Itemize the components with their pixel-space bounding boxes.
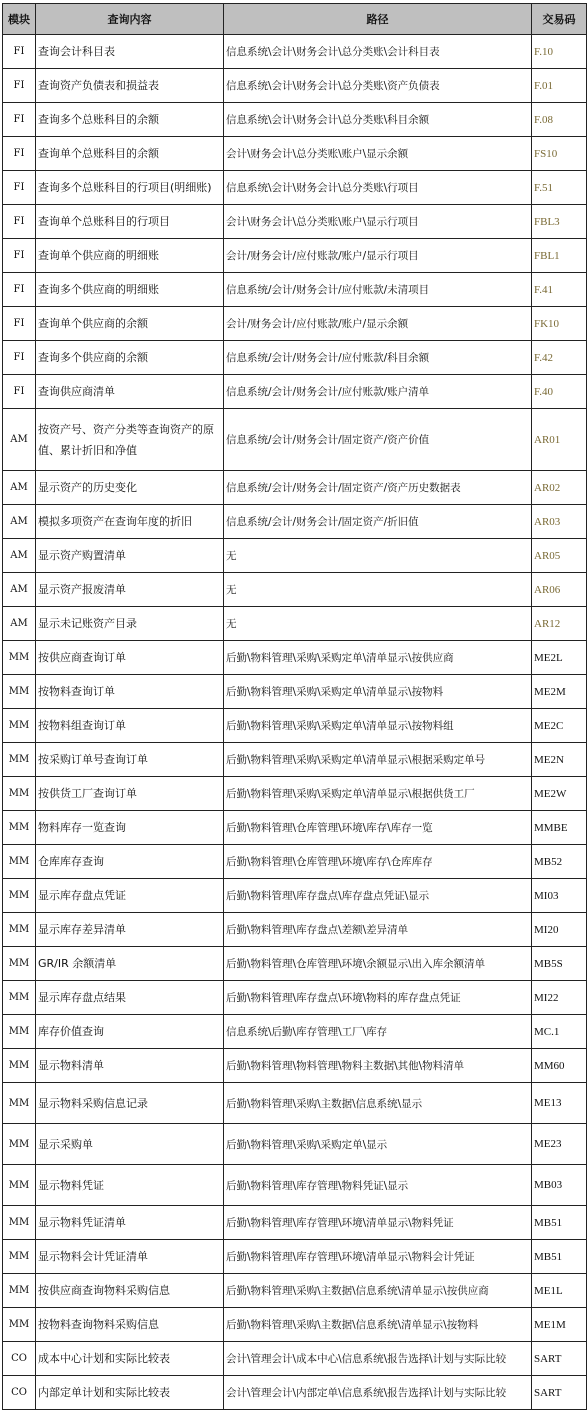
query-content-cell: 显示物料采购信息记录 (36, 1083, 224, 1124)
path-cell: 会计\财务会计\总分类账\账户\显示行项目 (224, 205, 532, 239)
transaction-code-cell: SART (532, 1376, 587, 1410)
module-cell: AM (3, 607, 36, 641)
path-cell: 会计\财务会计\总分类账\账户\显示余额 (224, 137, 532, 171)
module-cell: MM (3, 981, 36, 1015)
path-cell: 无 (224, 539, 532, 573)
transaction-code-cell: MB51 (532, 1206, 587, 1240)
query-content-cell: 显示库存差异清单 (36, 913, 224, 947)
module-cell: FI (3, 137, 36, 171)
query-content-cell: 按物料查询物料采购信息 (36, 1308, 224, 1342)
transaction-code-cell: ME23 (532, 1124, 587, 1165)
path-cell: 信息系统\会计\财务会计\总分类账\行项目 (224, 171, 532, 205)
query-content-cell: 查询多个总账科目的行项目(明细账) (36, 171, 224, 205)
transaction-code-cell: FK10 (532, 307, 587, 341)
transaction-code-cell: AR02 (532, 471, 587, 505)
table-row (3, 641, 587, 675)
transaction-code-cell: MMBE (532, 811, 587, 845)
module-cell: MM (3, 1206, 36, 1240)
query-content-cell: 显示物料会计凭证清单 (36, 1240, 224, 1274)
table-row (3, 1083, 587, 1124)
module-cell: AM (3, 505, 36, 539)
query-content-cell: 查询供应商清单 (36, 375, 224, 409)
table-row (3, 607, 587, 641)
module-cell: MM (3, 641, 36, 675)
table-row (3, 505, 587, 539)
table-row (3, 845, 587, 879)
module-cell: FI (3, 307, 36, 341)
transaction-code-cell: MI22 (532, 981, 587, 1015)
query-content-cell: 查询多个供应商的余额 (36, 341, 224, 375)
table-row (3, 947, 587, 981)
module-cell: AM (3, 539, 36, 573)
module-cell: MM (3, 1049, 36, 1083)
path-cell: 后勤\物料管理\采购\采购定单\清单显示\根据供货工厂 (224, 777, 532, 811)
module-cell: CO (3, 1376, 36, 1410)
table-row (3, 171, 587, 205)
module-cell: MM (3, 913, 36, 947)
query-content-cell: 按资产号、资产分类等查询资产的原值、累计折旧和净值 (36, 409, 224, 471)
module-cell: FI (3, 341, 36, 375)
table-row (3, 913, 587, 947)
table-row (3, 1308, 587, 1342)
query-content-cell: 查询单个总账科目的行项目 (36, 205, 224, 239)
query-content-cell: 仓库库存查询 (36, 845, 224, 879)
table-row (3, 1342, 587, 1376)
query-content-cell: 查询会计科目表 (36, 35, 224, 69)
path-cell: 信息系统\会计\财务会计\总分类账\科目余额 (224, 103, 532, 137)
transaction-code-table (2, 3, 587, 1410)
transaction-code-cell: ME2L (532, 641, 587, 675)
transaction-code-cell: FBL3 (532, 205, 587, 239)
module-cell: MM (3, 709, 36, 743)
path-cell: 后勤\物料管理\采购\采购定单\清单显示\按供应商 (224, 641, 532, 675)
transaction-code-cell: MC.1 (532, 1015, 587, 1049)
module-cell: MM (3, 1083, 36, 1124)
query-content-cell: 按物料组查询订单 (36, 709, 224, 743)
query-content-cell: 显示库存盘点结果 (36, 981, 224, 1015)
transaction-code-cell: AR05 (532, 539, 587, 573)
transaction-code-cell: AR12 (532, 607, 587, 641)
transaction-code-cell: ME1M (532, 1308, 587, 1342)
query-content-cell: 库存价值查询 (36, 1015, 224, 1049)
query-content-cell: 显示资产的历史变化 (36, 471, 224, 505)
table-row (3, 273, 587, 307)
module-cell: MM (3, 777, 36, 811)
table-row (3, 205, 587, 239)
transaction-code-cell: AR03 (532, 505, 587, 539)
module-cell: FI (3, 171, 36, 205)
transaction-code-cell: MB52 (532, 845, 587, 879)
query-content-cell: 按供应商查询物料采购信息 (36, 1274, 224, 1308)
table-row (3, 743, 587, 777)
path-cell: 会计/财务会计/应付账款/账户/显示余额 (224, 307, 532, 341)
transaction-code-cell: AR01 (532, 409, 587, 471)
transaction-code-cell: ME1L (532, 1274, 587, 1308)
module-cell: AM (3, 573, 36, 607)
table-body (3, 35, 587, 1410)
module-cell: MM (3, 1015, 36, 1049)
path-cell: 后勤\物料管理\库存盘点\库存盘点凭证\显示 (224, 879, 532, 913)
header-path: 路径 (224, 4, 532, 35)
transaction-code-cell: MM60 (532, 1049, 587, 1083)
module-cell: FI (3, 103, 36, 137)
path-cell: 后勤\物料管理\采购\采购定单\清单显示\按物料组 (224, 709, 532, 743)
module-cell: MM (3, 879, 36, 913)
path-cell: 后勤\物料管理\库存管理\环境\清单显示\物料会计凭证 (224, 1240, 532, 1274)
path-cell: 信息系统/会计/财务会计/应付账款/科目余额 (224, 341, 532, 375)
path-cell: 会计\管理会计\成本中心\信息系统\报告选择\计划与实际比较 (224, 1342, 532, 1376)
transaction-code-cell: F.41 (532, 273, 587, 307)
header-module: 模块 (3, 4, 36, 35)
table-row (3, 573, 587, 607)
transaction-code-cell: MB03 (532, 1165, 587, 1206)
path-cell: 后勤\物料管理\仓库管理\环境\余额显示\出入库余额清单 (224, 947, 532, 981)
query-content-cell: 成本中心计划和实际比较表 (36, 1342, 224, 1376)
path-cell: 无 (224, 607, 532, 641)
transaction-code-cell: FBL1 (532, 239, 587, 273)
path-cell: 后勤\物料管理\采购\主数据\信息系统\清单显示\按供应商 (224, 1274, 532, 1308)
table-row (3, 879, 587, 913)
transaction-code-cell: MI03 (532, 879, 587, 913)
table-row (3, 1274, 587, 1308)
transaction-code-cell: F.40 (532, 375, 587, 409)
transaction-code-cell: F.42 (532, 341, 587, 375)
table-row (3, 675, 587, 709)
table-row (3, 341, 587, 375)
path-cell: 后勤\物料管理\物料管理\物料主数据\其他\物料清单 (224, 1049, 532, 1083)
transaction-code-cell: F.51 (532, 171, 587, 205)
transaction-code-cell: ME2N (532, 743, 587, 777)
query-content-cell: 查询多个供应商的明细账 (36, 273, 224, 307)
transaction-code-cell: ME2W (532, 777, 587, 811)
path-cell: 信息系统/会计/财务会计/固定资产/折旧值 (224, 505, 532, 539)
path-cell: 后勤\物料管理\仓库管理\环境\库存\仓库库存 (224, 845, 532, 879)
module-cell: FI (3, 239, 36, 273)
transaction-code-cell: AR06 (532, 573, 587, 607)
module-cell: FI (3, 273, 36, 307)
transaction-code-cell: SART (532, 1342, 587, 1376)
table-row (3, 777, 587, 811)
module-cell: CO (3, 1342, 36, 1376)
path-cell: 会计\管理会计\内部定单\信息系统\报告选择\计划与实际比较 (224, 1376, 532, 1410)
query-content-cell: 显示未记账资产目录 (36, 607, 224, 641)
query-content-cell: 按物料查询订单 (36, 675, 224, 709)
header-query-content: 查询内容 (36, 4, 224, 35)
table-row (3, 1240, 587, 1274)
module-cell: FI (3, 205, 36, 239)
transaction-code-cell: ME2M (532, 675, 587, 709)
path-cell: 后勤\物料管理\库存盘点\环境\物料的库存盘点凭证 (224, 981, 532, 1015)
path-cell: 无 (224, 573, 532, 607)
path-cell: 后勤\物料管理\库存盘点\差额\差异清单 (224, 913, 532, 947)
module-cell: MM (3, 811, 36, 845)
path-cell: 信息系统\会计\财务会计\总分类账\资产负债表 (224, 69, 532, 103)
transaction-code-cell: FS10 (532, 137, 587, 171)
transaction-code-cell: ME2C (532, 709, 587, 743)
query-content-cell: GR/IR 余额清单 (36, 947, 224, 981)
query-content-cell: 显示资产购置清单 (36, 539, 224, 573)
query-content-cell: 按采购订单号查询订单 (36, 743, 224, 777)
transaction-code-cell: MI20 (532, 913, 587, 947)
table-row (3, 1049, 587, 1083)
query-content-cell: 查询资产负债表和损益表 (36, 69, 224, 103)
module-cell: MM (3, 743, 36, 777)
table-row (3, 409, 587, 471)
transaction-code-cell: MB5S (532, 947, 587, 981)
query-content-cell: 显示物料凭证清单 (36, 1206, 224, 1240)
table-row (3, 1165, 587, 1206)
table-row (3, 1124, 587, 1165)
table-row (3, 1015, 587, 1049)
path-cell: 信息系统/会计/财务会计/应付账款/账户清单 (224, 375, 532, 409)
module-cell: MM (3, 845, 36, 879)
query-content-cell: 显示库存盘点凭证 (36, 879, 224, 913)
query-content-cell: 查询单个供应商的余额 (36, 307, 224, 341)
query-content-cell: 按供应商查询订单 (36, 641, 224, 675)
path-cell: 信息系统/会计/财务会计/固定资产/资产历史数据表 (224, 471, 532, 505)
table-row (3, 539, 587, 573)
table-row (3, 811, 587, 845)
path-cell: 后勤\物料管理\采购\主数据\信息系统\显示 (224, 1083, 532, 1124)
query-content-cell: 物料库存一览查询 (36, 811, 224, 845)
table-row (3, 471, 587, 505)
module-cell: AM (3, 471, 36, 505)
query-content-cell: 模拟多项资产在查询年度的折旧 (36, 505, 224, 539)
table-row (3, 103, 587, 137)
module-cell: FI (3, 69, 36, 103)
transaction-code-cell: F.01 (532, 69, 587, 103)
query-content-cell: 显示物料凭证 (36, 1165, 224, 1206)
module-cell: FI (3, 375, 36, 409)
module-cell: MM (3, 1274, 36, 1308)
path-cell: 信息系统\会计\财务会计\总分类账\会计科目表 (224, 35, 532, 69)
table-row (3, 1206, 587, 1240)
table-row (3, 35, 587, 69)
table-row (3, 307, 587, 341)
path-cell: 信息系统/会计/财务会计/固定资产/资产价值 (224, 409, 532, 471)
query-content-cell: 显示物料清单 (36, 1049, 224, 1083)
query-content-cell: 查询单个总账科目的余额 (36, 137, 224, 171)
table-row (3, 69, 587, 103)
header-transaction-code: 交易码 (532, 4, 587, 35)
path-cell: 后勤\物料管理\库存管理\环境\清单显示\物料凭证 (224, 1206, 532, 1240)
query-content-cell: 内部定单计划和实际比较表 (36, 1376, 224, 1410)
table-row (3, 137, 587, 171)
path-cell: 后勤\物料管理\仓库管理\环境\库存\库存一览 (224, 811, 532, 845)
module-cell: MM (3, 1124, 36, 1165)
module-cell: FI (3, 35, 36, 69)
path-cell: 后勤\物料管理\采购\采购定单\显示 (224, 1124, 532, 1165)
path-cell: 后勤\物料管理\采购\主数据\信息系统\清单显示\按物料 (224, 1308, 532, 1342)
query-content-cell: 查询多个总账科目的余额 (36, 103, 224, 137)
module-cell: MM (3, 675, 36, 709)
path-cell: 信息系统\后勤\库存管理\工厂\库存 (224, 1015, 532, 1049)
table-row (3, 1376, 587, 1410)
header-row (3, 4, 587, 35)
transaction-code-cell: F.10 (532, 35, 587, 69)
path-cell: 后勤\物料管理\采购\采购定单\清单显示\根据采购定单号 (224, 743, 532, 777)
transaction-code-cell: ME13 (532, 1083, 587, 1124)
transaction-code-cell: F.08 (532, 103, 587, 137)
path-cell: 会计/财务会计/应付账款/账户/显示行项目 (224, 239, 532, 273)
path-cell: 后勤\物料管理\采购\采购定单\清单显示\按物料 (224, 675, 532, 709)
table-row (3, 981, 587, 1015)
module-cell: AM (3, 409, 36, 471)
query-content-cell: 显示采购单 (36, 1124, 224, 1165)
transaction-code-cell: MB51 (532, 1240, 587, 1274)
query-content-cell: 显示资产报废清单 (36, 573, 224, 607)
table-row (3, 239, 587, 273)
module-cell: MM (3, 1240, 36, 1274)
query-content-cell: 查询单个供应商的明细账 (36, 239, 224, 273)
table-row (3, 375, 587, 409)
module-cell: MM (3, 947, 36, 981)
module-cell: MM (3, 1308, 36, 1342)
path-cell: 后勤\物料管理\库存管理\物料凭证\显示 (224, 1165, 532, 1206)
query-content-cell: 按供货工厂查询订单 (36, 777, 224, 811)
module-cell: MM (3, 1165, 36, 1206)
path-cell: 信息系统/会计/财务会计/应付账款/未清项目 (224, 273, 532, 307)
table-row (3, 709, 587, 743)
